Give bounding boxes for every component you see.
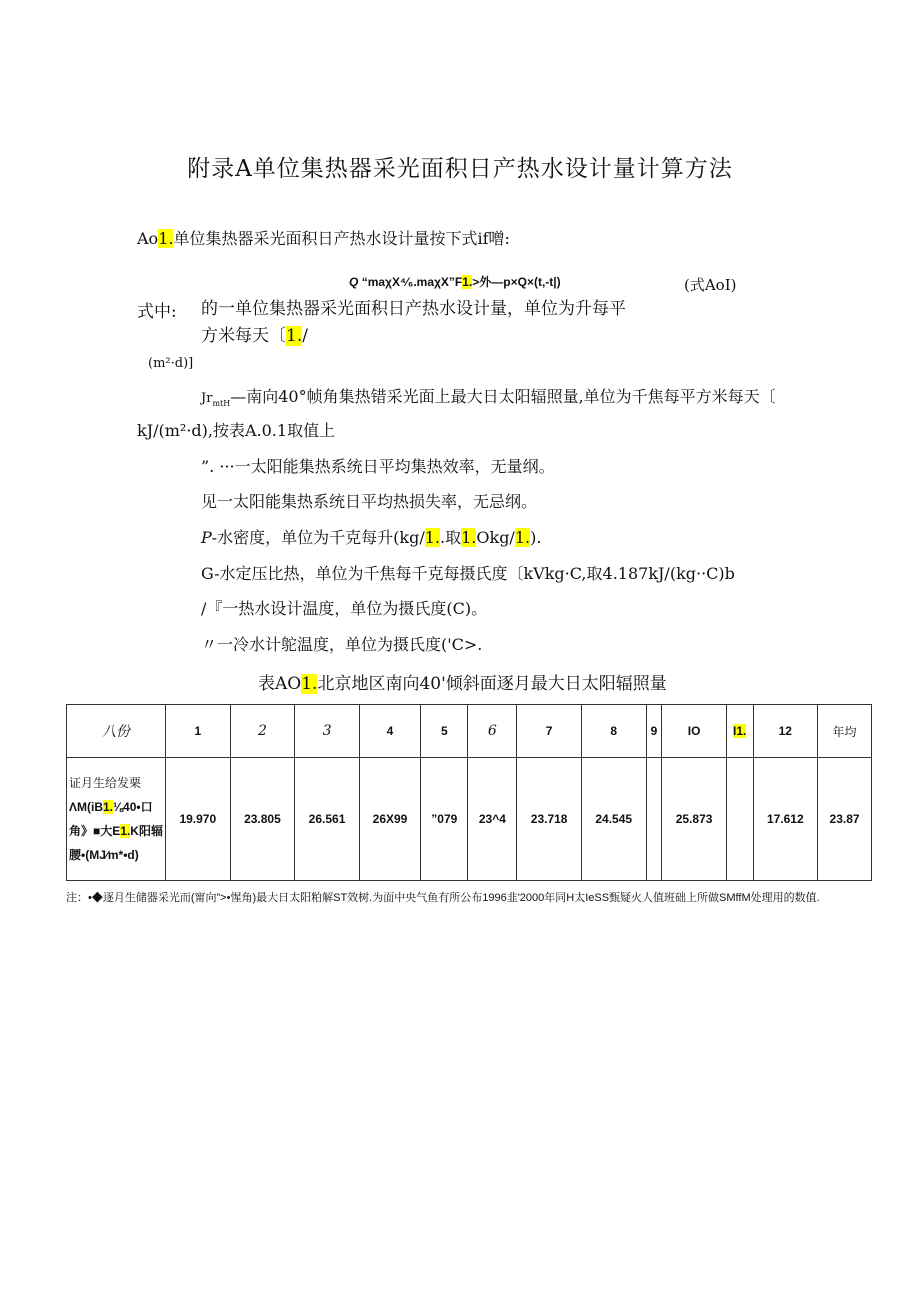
def-eta: ”. ···一太阳能集热系统日平均集热效率，无量纲。 xyxy=(201,457,555,476)
row-label-text: 角》■大E xyxy=(69,824,121,838)
row-label-line xyxy=(69,819,164,843)
def-j-subscript: mtH xyxy=(212,399,231,409)
header-cell: 4 xyxy=(359,705,420,758)
header-cell: 7 xyxy=(517,705,582,758)
header-cell: 9 xyxy=(646,705,662,758)
header-cell: 5 xyxy=(421,705,468,758)
formula xyxy=(349,273,561,290)
header-cell: 8 xyxy=(581,705,646,758)
value-cell: 23.718 xyxy=(517,758,582,881)
header-cell: 2 xyxy=(230,705,295,758)
value-cell: 23.87 xyxy=(818,758,872,881)
row-label-line: 证月生给发栗 xyxy=(69,776,142,790)
header-cell: IO xyxy=(662,705,727,758)
highlight-mark: 1. xyxy=(424,528,441,547)
value-cell: 26.561 xyxy=(295,758,360,881)
row-label-text: ⅛40•口 xyxy=(113,800,153,814)
value-cell: 25.873 xyxy=(662,758,727,881)
row-label-line xyxy=(69,795,164,819)
caption-text: 北京地区南向40'倾斜面逐月最大日太阳辐照量 xyxy=(317,674,667,694)
highlight-mark: 1. xyxy=(158,229,174,248)
value-cell: 24.545 xyxy=(581,758,646,881)
row-label-text: K阳辐 xyxy=(130,824,163,838)
formula-body: “maχX⁴⁄₆.maχX”F xyxy=(361,275,463,289)
def-q-unit-pre: 方米每天〔 xyxy=(201,326,286,346)
header-cell: 3 xyxy=(295,705,360,758)
def-j-text: —南向40°帧角集热错采光面上最大日太阳辐照量,单位为千焦每平方米每天〔 xyxy=(230,387,776,406)
def-q-unit-post: / xyxy=(302,326,308,346)
def-rho-text: -水密度，单位为千克每升(kg/ xyxy=(211,528,425,547)
table-note: 注：•◆逐月生储器采光而(甯向”>•惺角)最大日太阳粕解ST效树.为面中央气鱼有所公布1996韭'2000年同H太IeSS甄疑火人值班础上所做SMffM处理用的数值. xyxy=(66,892,820,904)
value-cell xyxy=(726,758,753,881)
def-j xyxy=(201,384,776,408)
highlight-mark: 1. xyxy=(120,824,131,838)
def-rho-text-c: Okg/ xyxy=(476,528,515,547)
highlight-mark: I1. xyxy=(733,724,747,738)
highlight-mark: 1. xyxy=(103,800,114,814)
highlight-mark: 1. xyxy=(301,674,318,694)
header-cell: 6 xyxy=(468,705,517,758)
value-cell: 23.805 xyxy=(230,758,295,881)
highlight-mark: 1. xyxy=(514,528,531,547)
page-title: 附录A单位集热器采光面积日产热水设计量计算方法 xyxy=(187,156,733,182)
row-label-line: 腰•(MJ∕m*•d) xyxy=(69,848,139,862)
def-q-line2 xyxy=(201,321,308,346)
def-j-symbol: Jr xyxy=(201,391,213,406)
formula-tail: >外—p×Q×(t,-t|) xyxy=(472,275,561,289)
value-cell xyxy=(646,758,662,881)
def-j-cont: kJ/(m²·d),按表A.0.1取值上 xyxy=(137,421,336,440)
def-tcold: 〃一冷水计鸵温度，单位为摄氏度('C>. xyxy=(201,635,483,654)
unit-line: (m²·d)] xyxy=(148,356,194,371)
clause-text: 单位集热器采光面积日产热水设计量按下式if噌: xyxy=(173,229,510,248)
caption-number: 表AO xyxy=(258,674,302,694)
row-label xyxy=(67,758,166,881)
def-loss: 见一太阳能集热系统日平均热损失率，无忌纲。 xyxy=(201,492,538,511)
header-cell xyxy=(726,705,753,758)
value-cell: 19.970 xyxy=(166,758,231,881)
def-rho-text-d: ). xyxy=(530,528,542,547)
value-cell: 17.612 xyxy=(753,758,818,881)
value-cell: 26X99 xyxy=(359,758,420,881)
clause-a01 xyxy=(137,226,510,249)
value-cell: ”079 xyxy=(421,758,468,881)
where-label: 式中: xyxy=(137,302,177,322)
highlight-mark: 1. xyxy=(286,326,303,346)
def-cp: G-水定压比热，单位为千焦每千克每摄氏度〔kVkg·C,取4.187kJ/(kg··C)b xyxy=(201,564,735,583)
formula-ref: (式AoI) xyxy=(684,276,737,294)
def-rho-text-b: .取 xyxy=(440,528,462,547)
highlight-mark: 1. xyxy=(462,275,473,289)
highlight-mark: 1. xyxy=(461,528,477,547)
table-row xyxy=(67,758,872,881)
header-cell-label: 八份 xyxy=(67,705,166,758)
row-label-text: ΛM(iB xyxy=(69,800,103,814)
def-rho xyxy=(201,525,541,548)
header-cell: 年均 xyxy=(818,705,872,758)
table-caption xyxy=(258,669,667,694)
value-cell: 23^4 xyxy=(468,758,517,881)
def-rho-symbol: P xyxy=(201,528,212,547)
header-cell: 1 xyxy=(166,705,231,758)
table-header-row xyxy=(67,705,872,758)
header-cell: 12 xyxy=(753,705,818,758)
clause-number: Ao xyxy=(137,229,159,248)
def-tend: /『一热水设计温度，单位为摄氏度(C)。 xyxy=(201,599,488,618)
radiation-table xyxy=(66,704,872,881)
def-q-line1: 的一单位集热器采光面积日产热水设计量，单位为升每平 xyxy=(201,299,626,319)
formula-symbol: Q xyxy=(349,275,359,289)
